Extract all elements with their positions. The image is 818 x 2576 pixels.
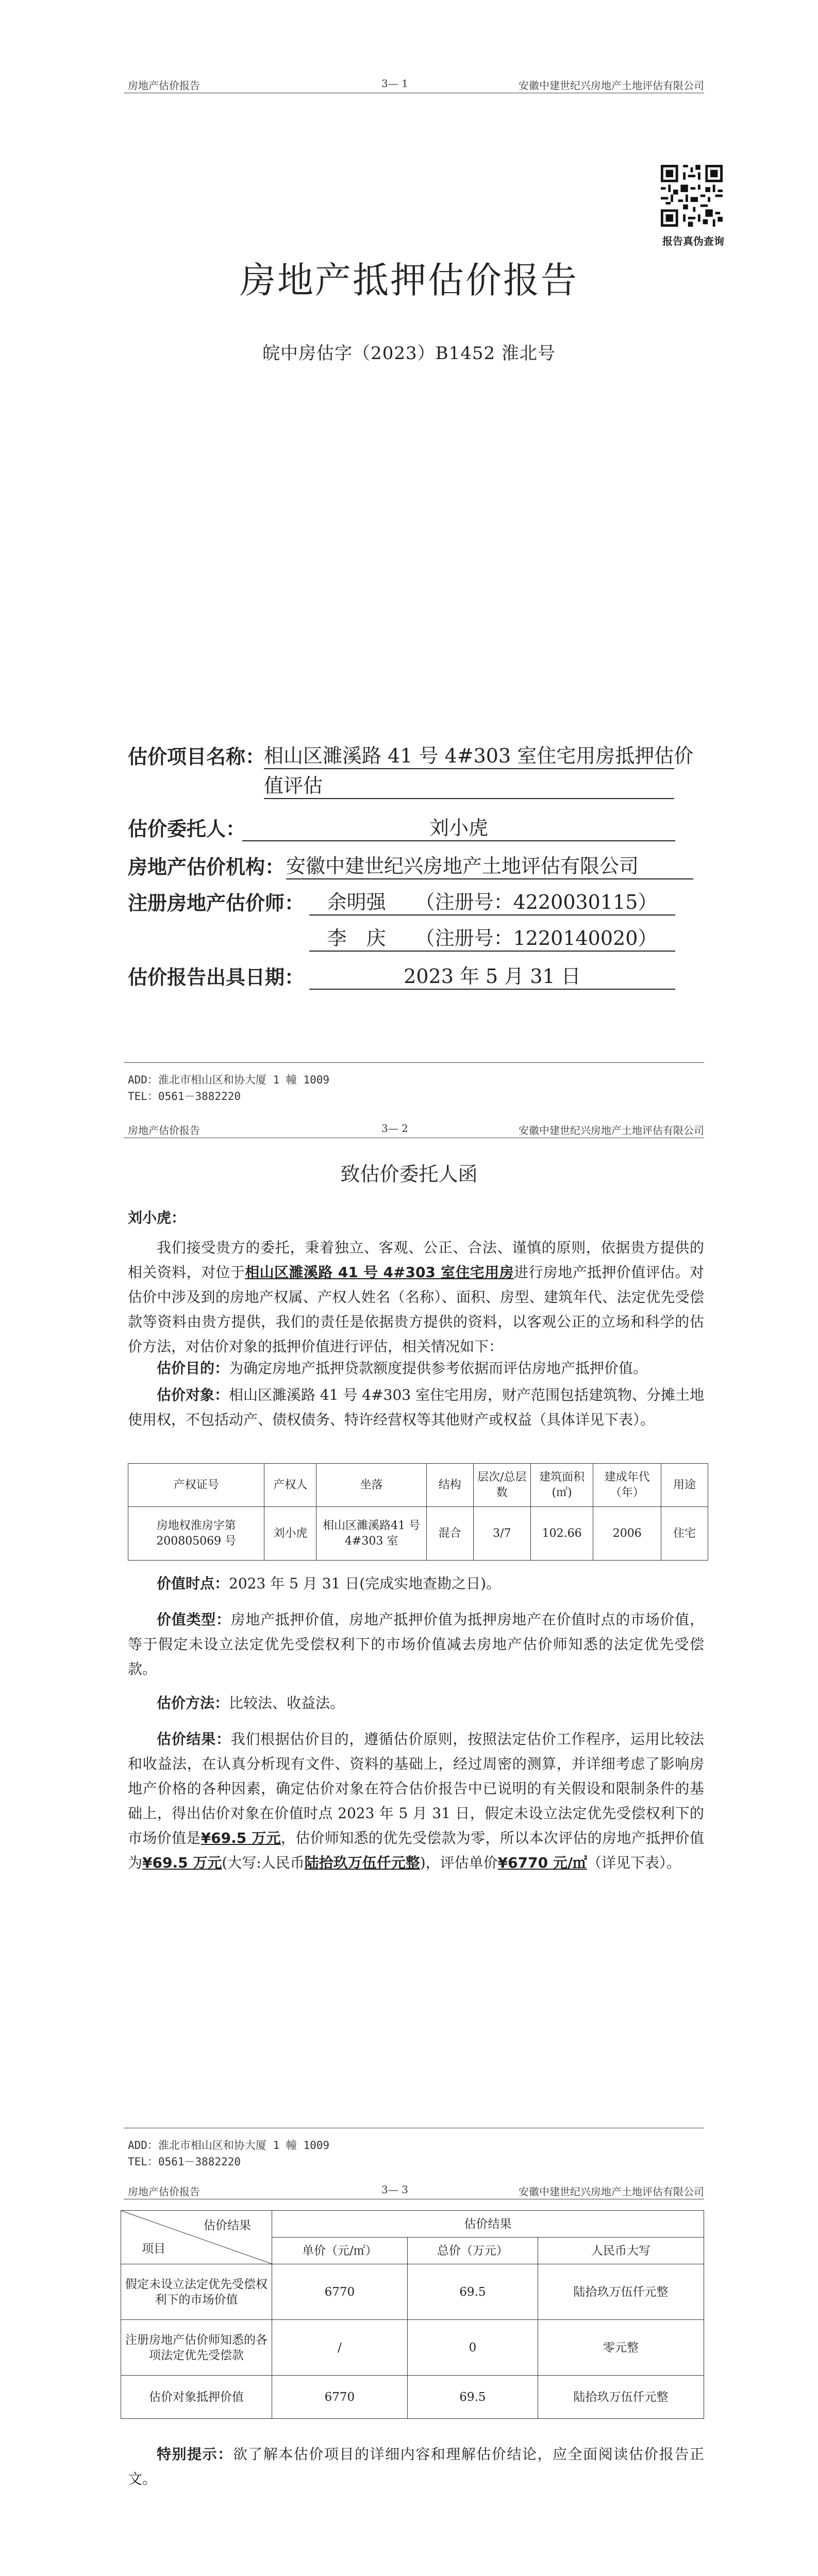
col-structure: 结构 — [426, 1464, 473, 1507]
header-left-title: 房地产估价报告 — [128, 79, 200, 92]
header-company: 安徽中建世纪兴房地产土地评估有限公司 — [519, 2185, 704, 2198]
footer-address: ADD：淮北市相山区和协大厦 1 幢 1009 — [128, 1074, 330, 1086]
table-row: 假定未设立法定优先受偿权利下的市场价值 6770 69.5 陆拾玖万伍仟元整 — [121, 2264, 704, 2320]
footer-address: ADD：淮北市相山区和协大厦 1 幢 1009 — [128, 2139, 330, 2151]
object-paragraph: 估价对象：相山区濉溪路 41 号 4#303 室住宅用房，财产范围包括建筑物、分摊土地使用权，不包括动产、债权债务、特许经营权等其他财产或权益（具体详见下表）。 — [128, 1386, 704, 1428]
col-cert-no: 产权证号 — [128, 1464, 264, 1507]
intro-paragraph: 我们接受贵方的委托，秉着独立、客观、公正、合法、谨慎的原则，依据贵方提供的相关资料，对位于相山区濉溪路 41 号 4#303 室住宅用房进行房地产抵押价值评估。对估价中涉及到的房地产权属、产权人姓名（名称）、面积、房型、建筑年代、法定优先受偿款等资料由贵方提供，我们的责任是依据贵方提供的资料，以客观公正的立场和科学的估价方法，对估价对象的抵押价值进行评估，相关情况如下： — [128, 1239, 704, 1355]
project-name-line1: 相山区濉溪路 41 号 4#303 室住宅用房抵押估价 — [264, 740, 674, 769]
value-time-paragraph: 价值时点：2023 年 5 月 31 日(完成实地查勘之日)。 — [157, 1575, 501, 1592]
property-table — [128, 1463, 708, 1561]
client-label: 估价委托人： — [128, 818, 246, 840]
col-unit-price: 单价（元/㎡） — [272, 2238, 407, 2264]
property-address: 相山区濉溪路 41 号 4#303 室住宅用房 — [245, 1264, 514, 1281]
date-label: 估价报告出具日期： — [128, 966, 305, 989]
col-location: 坐落 — [316, 1464, 426, 1507]
method-paragraph: 估价方法：比较法、收益法。 — [157, 1694, 345, 1711]
appraiser-label: 注册房地产估价师： — [128, 892, 305, 914]
project-label: 估价项目名称： — [128, 745, 265, 768]
market-value: ¥69.5 万元 — [201, 1829, 281, 1846]
org-label: 房地产估价机构： — [128, 856, 285, 878]
footer-phone: TEL：0561－3882220 — [128, 1090, 241, 1103]
table-row: 估价对象抵押价值 6770 69.5 陆拾玖万伍仟元整 — [121, 2376, 704, 2419]
mortgage-value: ¥69.5 万元 — [142, 1854, 222, 1871]
purpose-paragraph: 估价目的：为确定房地产抵押贷款额度提供参考依据而评估房地产抵押价值。 — [157, 1360, 648, 1377]
report-date: 2023 年 5 月 31 日 — [309, 960, 675, 990]
result-group-header: 估价结果 — [272, 2211, 704, 2238]
table-corner-cell — [121, 2211, 272, 2264]
report-number: 皖中房估字（2023）B1452 淮北号 — [262, 343, 556, 364]
col-owner: 产权人 — [264, 1464, 316, 1507]
header-left-title: 房地产估价报告 — [128, 1124, 200, 1137]
col-floors: 层次/总层数 — [473, 1464, 530, 1507]
footer — [128, 2137, 329, 2170]
value-in-words: 陆拾玖万伍仟元整 — [304, 1854, 420, 1871]
unit-price: ¥6770 元/㎡ — [497, 1854, 588, 1871]
col-area: 建筑面积(㎡) — [530, 1464, 593, 1507]
header-company: 安徽中建世纪兴房地产土地评估有限公司 — [519, 1124, 704, 1137]
footer — [128, 1072, 329, 1105]
header-left-title: 房地产估价报告 — [128, 2185, 200, 2198]
report-title: 房地产抵押估价报告 — [240, 259, 578, 301]
corner-top-label: 估价结果 — [203, 2219, 251, 2232]
footer-phone: TEL：0561－3882220 — [128, 2156, 241, 2168]
letter-title: 致估价委托人函 — [340, 1163, 478, 1185]
col-use: 用途 — [661, 1464, 708, 1507]
qr-verify-label: 报告真伪查询 — [662, 235, 724, 247]
value-type-paragraph: 价值类型：房地产抵押价值，房地产抵押价值为抵押房地产在价值时点的市场价值，等于假定未设立法定优先受偿权利下的市场价值减去房地产估价师知悉的法定优先受偿款。 — [128, 1611, 704, 1677]
footer-rule — [124, 1062, 704, 1063]
appraiser-1: 余明强 （注册号：4220030115） — [309, 886, 675, 916]
result-paragraph: 估价结果：我们根据估价目的，遵循估价原则，按照法定估价工作程序，运用比较法和收益法，在认真分析现有文件、资料的基础上，经过周密的测算，并详细考虑了影响房地产价格的各种因素，确定估价对象在符合估价报告中已说明的有关假设和限制条件的基础上，得出估价对象在价值时点 2023 年 5 月 31 日，假定未设立法定优先受偿权利下的市场价值是¥69.5 万元，估价师知悉的优先受偿款为零，所以本次评估的房地产抵押价值为¥69.5 万元(大写:人民币陆拾玖万伍仟元整)，评估单价¥6770 元/㎡（详见下表）。 — [128, 1731, 704, 1871]
header-page-number: 3— 1 — [381, 77, 408, 90]
table-row: 房地权淮房字第200805069 号 刘小虎 相山区濉溪路41 号 4#303 室 混合 3/7 102.66 2006 住宅 — [128, 1507, 708, 1561]
header-page-number: 3— 2 — [381, 1122, 408, 1134]
header-company: 安徽中建世纪兴房地产土地评估有限公司 — [519, 79, 704, 92]
appraiser-2: 李 庆 （注册号：1220140020） — [309, 922, 675, 952]
table-row: 注册房地产估价师知悉的各项法定优先受偿款 / 0 零元整 — [121, 2320, 704, 2376]
result-table — [121, 2210, 704, 2419]
col-total: 总价（万元） — [407, 2238, 538, 2264]
salutation: 刘小虎： — [128, 1209, 186, 1226]
client-name: 刘小虎 — [242, 812, 675, 841]
notice-paragraph: 特别提示：欲了解本估价项目的详细内容和理解估价结论，应全面阅读估价报告正文。 — [128, 2446, 704, 2487]
col-capital: 人民币大写 — [538, 2238, 704, 2264]
header-page-number: 3— 3 — [381, 2183, 408, 2196]
qr-code-icon[interactable] — [661, 165, 723, 227]
org-name: 安徽中建世纪兴房地产土地评估有限公司 — [286, 850, 693, 879]
col-year: 建成年代（年） — [593, 1464, 661, 1507]
corner-bottom-label: 项目 — [142, 2242, 165, 2256]
project-name-line2: 值评估 — [264, 770, 674, 799]
